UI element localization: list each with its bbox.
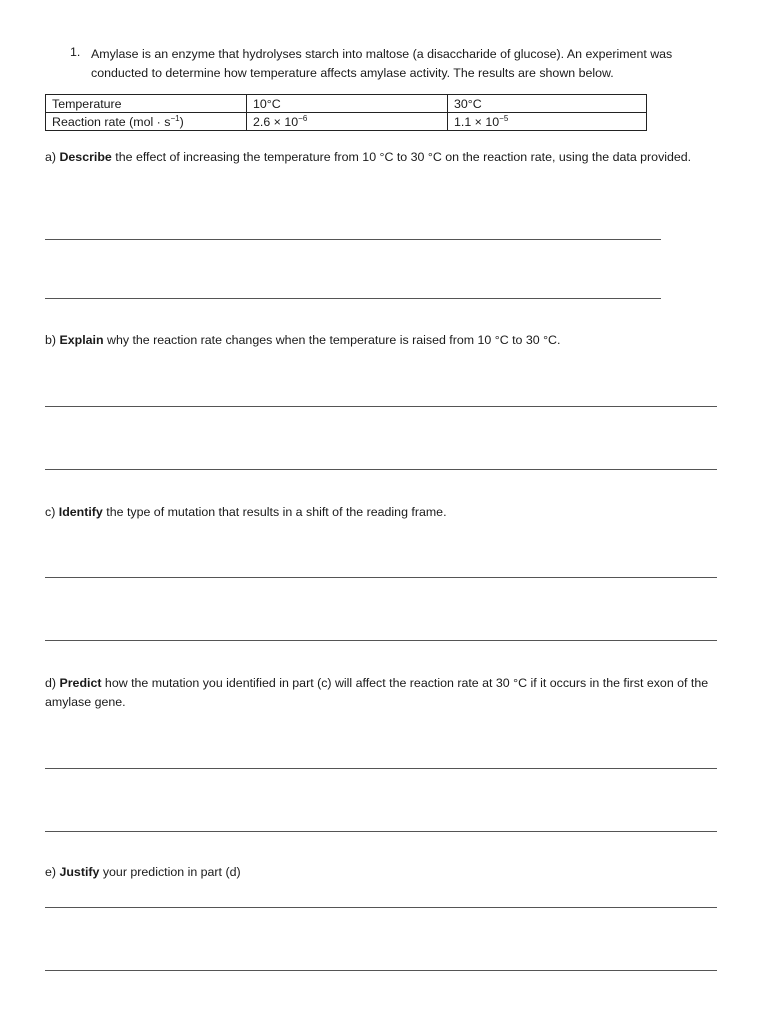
table-row	[46, 95, 647, 113]
part-c-prompt: c) Identify the type of mutation that results in a shift of the reading frame.	[45, 505, 447, 519]
table-cell: $2.6 \times 10^{-6}$	[247, 113, 448, 131]
answer-line[interactable]	[45, 831, 717, 832]
answer-line[interactable]	[45, 298, 661, 299]
answer-line[interactable]	[45, 768, 717, 769]
part-a-prompt: a) Describe the effect of increasing the temperature from 10 °C to 30 °C on the reaction rate, using the data provided.	[45, 150, 692, 164]
table-cell: 30°C	[448, 95, 647, 113]
question-number: 1.	[70, 45, 81, 59]
results-table	[45, 94, 647, 131]
answer-line[interactable]	[45, 469, 717, 470]
table-cell: Reaction rate $(mol \cdot s^{-1})$	[46, 113, 247, 131]
table-cell: 10°C	[247, 95, 448, 113]
question-intro: Amylase is an enzyme that hydrolyses starch into maltose (a disaccharide of glucose). An experiment was conducted to determine how temperature affects amylase activity. The results are shown below.	[91, 47, 673, 80]
part-d-prompt: d) Predict how the mutation you identified in part (c) will affect the reaction rate at 30 °C if it occurs in the first exon of the amylase gene.	[45, 676, 709, 709]
part-b-prompt: b) Explain why the reaction rate changes when the temperature is raised from 10 °C to 30 °C.	[45, 333, 561, 347]
answer-line[interactable]	[45, 239, 661, 240]
answer-line[interactable]	[45, 970, 717, 971]
answer-line[interactable]	[45, 907, 717, 908]
answer-line[interactable]	[45, 640, 717, 641]
answer-line[interactable]	[45, 406, 717, 407]
part-e-prompt: e) Justify your prediction in part (d)	[45, 865, 241, 879]
answer-line[interactable]	[45, 577, 717, 578]
table-cell: $1.1 \times 10^{-5}$	[448, 113, 647, 131]
table-row	[46, 113, 647, 131]
table-cell: Temperature	[46, 95, 247, 113]
